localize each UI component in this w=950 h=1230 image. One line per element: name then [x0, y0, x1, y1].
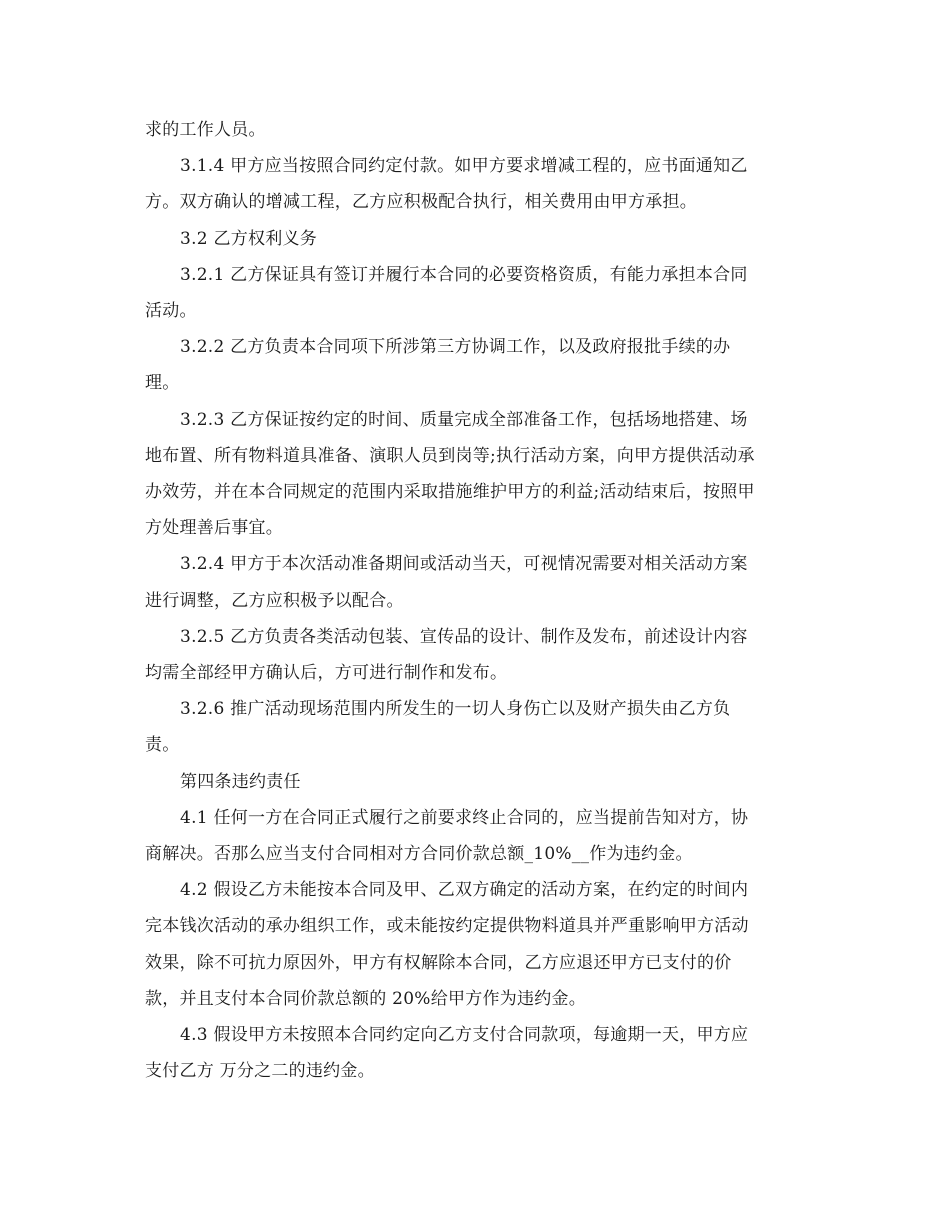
text-line: 3.2.3 乙方保证按约定的时间、质量完成全部准备工作，包括场地搭建、场 — [180, 409, 748, 430]
text-line: 支付乙方 万分之二的违约金。 — [145, 1061, 375, 1082]
text-line: 商解决。否那么应当支付合同相对方合同价款总额_10%__作为违约金。 — [145, 844, 693, 865]
text-line: 4.1 任何一方在合同正式履行之前要求终止合同的，应当提前告知对方，协 — [180, 807, 749, 828]
paragraph-p-3-2-4 — [145, 546, 807, 618]
text-line: 3.2.1 乙方保证具有签订并履行本合同的必要资格资质，有能力承担本合同 — [180, 264, 748, 285]
paragraph-p-3-2-3 — [145, 402, 807, 547]
document-body — [145, 112, 807, 1089]
text-line: 4.2 假设乙方未能按本合同及甲、乙双方确定的活动方案，在约定的时间内 — [180, 880, 749, 901]
text-line: 办效劳，并在本合同规定的范围内采取措施维护甲方的利益;活动结束后，按照甲 — [145, 482, 755, 503]
paragraph-p-3-1-4 — [145, 148, 807, 220]
text-line: 款，并且支付本合同价款总额的 20%给甲方作为违约金。 — [145, 988, 586, 1009]
text-line: 活动。 — [145, 301, 197, 322]
text-line: 求的工作人员。 — [145, 120, 266, 140]
text-line: 责。 — [145, 735, 180, 756]
text-line: 3.2.2 乙方负责本合同项下所涉第三方协调工作，以及政府报批手续的办 — [180, 337, 731, 358]
paragraph-p-4-2 — [145, 872, 807, 1017]
text-line: 3.2 乙方权利义务 — [180, 228, 317, 249]
text-line: 4.3 假设甲方未按照本合同约定向乙方支付合同款项，每逾期一天，甲方应 — [180, 1025, 749, 1046]
paragraph-p-art-4 — [145, 764, 807, 800]
text-line: 3.2.5 乙方负责各类活动包装、宣传品的设计、制作及发布，前述设计内容 — [180, 626, 748, 647]
text-line: 方处理善后事宜。 — [145, 518, 283, 539]
paragraph-p-3-2-1 — [145, 257, 807, 329]
text-line: 理。 — [145, 373, 180, 394]
text-line: 完本钱次活动的承办组织工作，或未能按约定提供物料道具并严重影响甲方活动 — [145, 916, 749, 937]
paragraph-p-3-2-6 — [145, 691, 807, 763]
text-line: 3.2.6 推广活动现场范围内所发生的一切人身伤亡以及财产损失由乙方负 — [180, 699, 731, 720]
text-line: 地布置、所有物料道具准备、演职人员到岗等;执行活动方案，向甲方提供活动承 — [145, 445, 755, 466]
text-line: 3.1.4 甲方应当按照合同约定付款。如甲方要求增减工程的，应书面通知乙 — [180, 156, 748, 177]
text-line: 第四条违约责任 — [180, 771, 301, 792]
paragraph-p-4-3 — [145, 1017, 807, 1089]
paragraph-p-3-2-2 — [145, 329, 807, 401]
paragraph-p-cont — [145, 112, 807, 148]
paragraph-p-4-1 — [145, 800, 807, 872]
text-line: 均需全部经甲方确认后，方可进行制作和发布。 — [145, 663, 508, 684]
text-line: 方。双方确认的增减工程，乙方应积极配合执行，相关费用由甲方承担。 — [145, 192, 697, 213]
paragraph-p-3-2 — [145, 221, 807, 257]
text-line: 效果，除不可抗力原因外，甲方有权解除本合同，乙方应退还甲方已支付的价 — [145, 952, 732, 973]
text-line: 进行调整，乙方应积极予以配合。 — [145, 590, 404, 611]
text-line: 3.2.4 甲方于本次活动准备期间或活动当天，可视情况需要对相关活动方案 — [180, 554, 748, 575]
paragraph-p-3-2-5 — [145, 619, 807, 691]
